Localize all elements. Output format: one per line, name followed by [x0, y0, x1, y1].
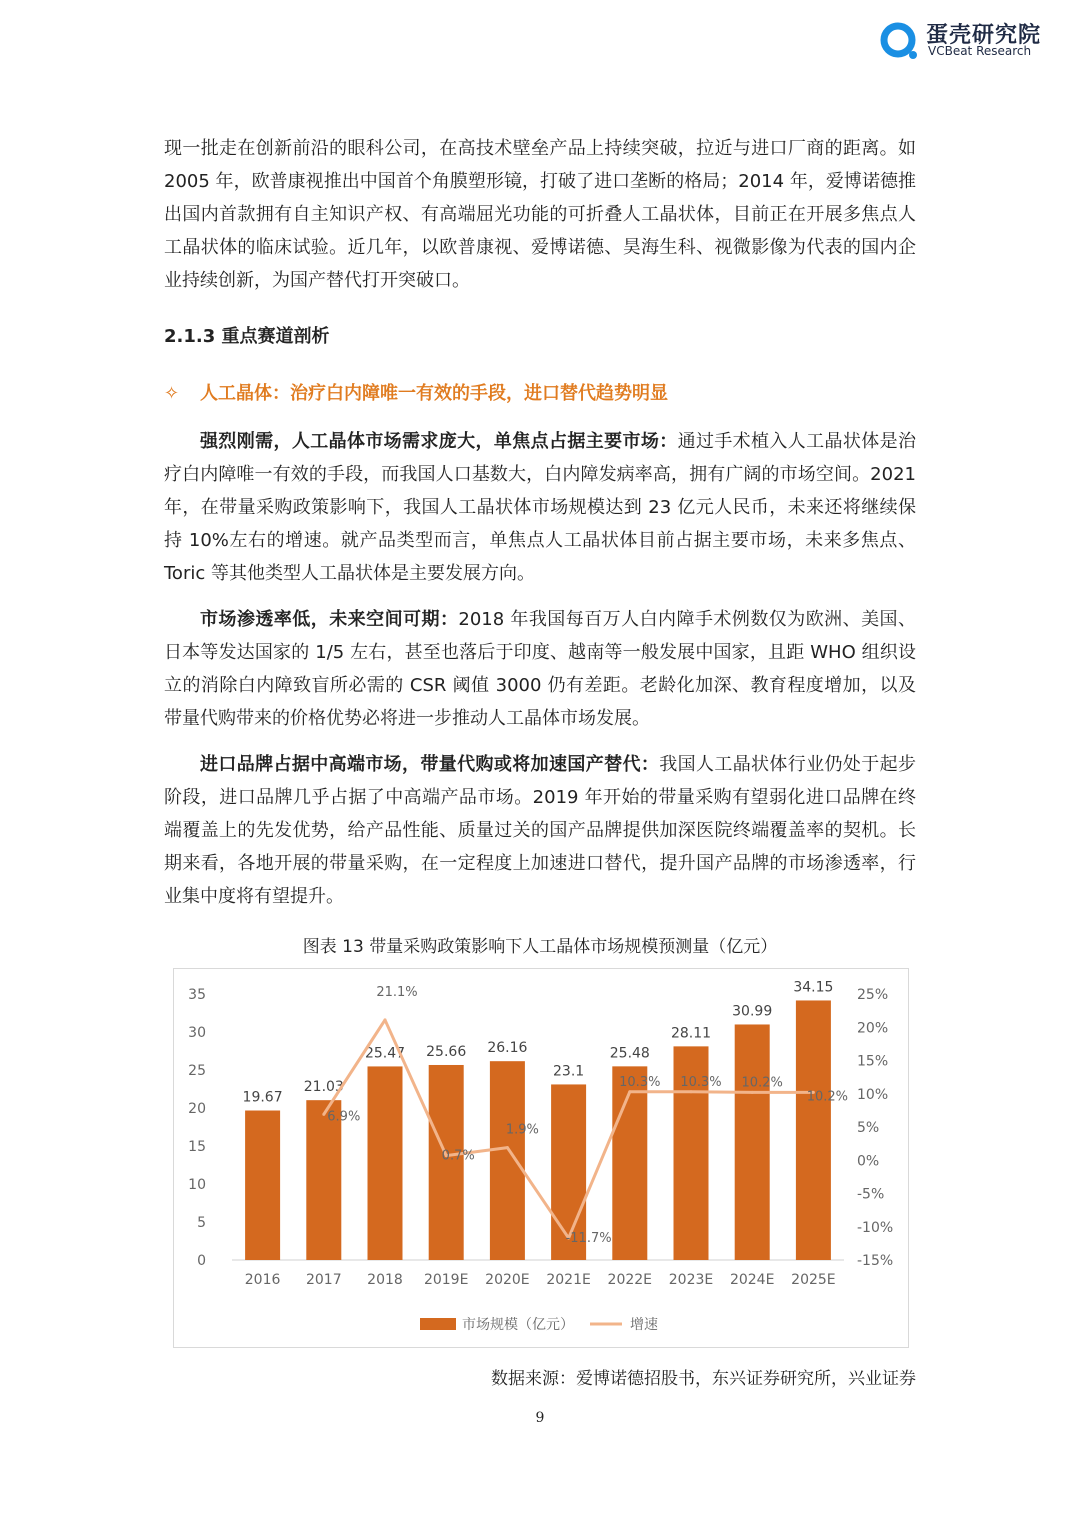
paragraph-import [164, 748, 916, 913]
bar-value-label: 25.66 [426, 1043, 467, 1060]
body-content-4 [164, 748, 916, 913]
growth-rate-label: 0.7% [441, 1148, 475, 1164]
body-content-3 [164, 603, 916, 735]
diamond-star-icon: ✧ [164, 383, 180, 404]
x-tick-label: 2017 [305, 1272, 342, 1288]
logo-text-cn: 蛋壳研究院 [926, 23, 1042, 48]
bar-value-label: 25.47 [364, 1045, 406, 1062]
y-right-tick-label: 15% [857, 1053, 889, 1070]
growth-rate-label: -11.7% [565, 1231, 612, 1247]
bar-market-size [368, 1066, 403, 1260]
paragraph-import-lead: 进口品牌占据中高端市场，带量代购或将加速国产替代： [200, 754, 660, 775]
y-left-tick-label: 30 [188, 1025, 206, 1041]
paragraph-intro: 现一批走在创新前沿的眼科公司，在高技术壁垒产品上持续突破，拉近与进口厂商的距离。如 2005 年，欧普康视推出中国首个角膜塑形镜，打破了进口垄断的格局；2014 年，爱博诺德推出国内首款拥有自主知识产权、有高端屈光功能的可折叠人工晶状体，目前正在开展多焦点人工晶状体的临床试验。近几年，以欧普康视、爱博诺德、昊海生科、视微影像为代表的国内企业持续创新，为国产替代打开突破口。 [164, 138, 916, 291]
paragraph-demand [164, 425, 916, 590]
bar-value-label: 28.11 [670, 1025, 712, 1042]
bar-value-label: 19.67 [242, 1089, 283, 1106]
x-tick-label: 2020E [485, 1272, 530, 1288]
growth-rate-point [690, 1090, 693, 1093]
growth-rate-label: 10.3% [619, 1074, 661, 1090]
x-tick-label: 2022E [607, 1272, 653, 1288]
vcbeat-logo [880, 18, 1060, 62]
y-left-tick-label: 35 [188, 987, 206, 1003]
page-number: 9 [535, 1410, 545, 1426]
y-left-tick-label: 15 [188, 1139, 206, 1155]
x-tick-label: 2019E [423, 1272, 469, 1288]
bar-market-size [245, 1111, 280, 1260]
growth-rate-point [384, 1018, 387, 1021]
bar-value-label: 30.99 [732, 1003, 773, 1020]
figure-caption: 图表 13 带量采购政策影响下人工晶体市场规模预测量（亿元） [302, 937, 778, 957]
growth-rate-point [751, 1091, 754, 1094]
growth-rate-point [628, 1090, 631, 1093]
bar-value-label: 23.1 [553, 1063, 585, 1080]
legend-swatch-market-size [420, 1318, 456, 1330]
growth-rate-label: 10.3% [680, 1074, 722, 1090]
growth-rate-point [506, 1146, 509, 1149]
growth-rate-label: 21.1% [376, 984, 418, 1000]
y-left-tick-label: 25 [188, 1063, 206, 1079]
legend-label-growth: 增速 [630, 1317, 658, 1333]
x-tick-label: 2021E [546, 1272, 591, 1288]
y-right-tick-label: 0% [857, 1153, 880, 1170]
paragraph-penetration-lead: 市场渗透率低，未来空间可期： [200, 609, 459, 630]
x-tick-label: 2024E [729, 1272, 775, 1288]
data-source: 数据来源：爱博诺德招股书，东兴证券研究所，兴业证券 [491, 1369, 916, 1389]
chart-canvas [174, 969, 908, 1347]
growth-rate-label: 10.2% [806, 1089, 849, 1105]
paragraph-penetration-text: 2018 年我国每百万人白内障手术例数仅为欧洲、美国、日本等发达国家的 1/5 左右，甚至也落后于印度、越南等一般发展中国家，且距 WHO 组织设立的消除白内障致盲所必需的 CSR 阈值 3000 仍有差距。老龄化加深、教育程度增加，以及带量代购带来的价格优势必将进一步推动人工晶体市场发展。 [164, 609, 916, 729]
x-tick-label: 2018 [367, 1272, 403, 1288]
growth-rate-point [322, 1113, 325, 1116]
bar-market-size [735, 1024, 770, 1260]
section-title: 2.1.3 重点赛道剖析 [164, 326, 330, 347]
bar-value-label: 25.48 [609, 1045, 650, 1062]
y-right-tick-label: -5% [857, 1186, 885, 1203]
x-tick-label: 2016 [244, 1272, 281, 1288]
y-left-tick-label: 5 [197, 1215, 206, 1231]
y-right-tick-label: 5% [857, 1120, 880, 1136]
y-right-tick-label: 25% [857, 987, 889, 1003]
y-right-tick-label: 10% [857, 1086, 889, 1103]
body-content [164, 132, 916, 297]
y-left-tick-label: 10 [188, 1177, 206, 1193]
market-size-chart [173, 968, 909, 1348]
x-tick-label: 2025E [791, 1272, 836, 1288]
y-left-tick-label: 20 [188, 1101, 206, 1117]
paragraph-penetration [164, 603, 916, 735]
body-content-2 [164, 425, 916, 590]
y-left-tick-label: 0 [197, 1253, 206, 1269]
bar-value-label: 26.16 [487, 1040, 528, 1057]
paragraph-import-text: 我国人工晶状体行业仍处于起步阶段，进口品牌几乎占据了中高端产品市场。2019 年开始的带量采购有望弱化进口品牌在终端覆盖上的先发优势，给产品性能、质量过关的国产品牌提供加深医院终端覆盖率的契机。长期来看，各地开展的带量采购，在一定程度上加速进口替代，提升国产品牌的市场渗透率，行业集中度将有望提升。 [164, 754, 917, 907]
egg-logo-icon [880, 20, 920, 60]
bar-market-size [796, 1000, 831, 1260]
growth-rate-label: 10.2% [741, 1075, 783, 1091]
bar-value-label: 21.03 [303, 1079, 344, 1096]
paragraph-demand-text: 通过手术植入人工晶状体是治疗白内障唯一有效的手段，而我国人口基数大，白内障发病率高，拥有广阔的市场空间。2021 年，在带量采购政策影响下，我国人工晶状体市场规模达到 23 亿元人民币，未来还将继续保持 10%左右的增速。就产品类型而言，单焦点人工晶状体目前占据主要市场，未来多焦点、Toric 等其他类型人工晶状体是主要发展方向。 [164, 431, 916, 584]
subsection-title-text: 人工晶体：治疗白内障唯一有效的手段，进口替代趋势明显 [200, 383, 668, 404]
growth-rate-label: 6.9% [327, 1109, 361, 1125]
x-tick-label: 2023E [668, 1272, 714, 1288]
y-right-tick-label: -10% [857, 1219, 894, 1236]
legend-label-market-size: 市场规模（亿元） [462, 1317, 574, 1333]
bar-market-size [490, 1061, 525, 1260]
growth-rate-label: 1.9% [505, 1122, 539, 1138]
paragraph-demand-lead: 强烈刚需，人工晶体市场需求庞大，单焦点占据主要市场： [200, 431, 678, 452]
logo-text-en: VCBeat Research [928, 44, 1032, 58]
y-right-tick-label: 20% [857, 1020, 889, 1037]
y-right-tick-label: -15% [857, 1253, 894, 1269]
subsection-title [164, 379, 668, 405]
bar-value-label: 34.15 [793, 979, 834, 996]
